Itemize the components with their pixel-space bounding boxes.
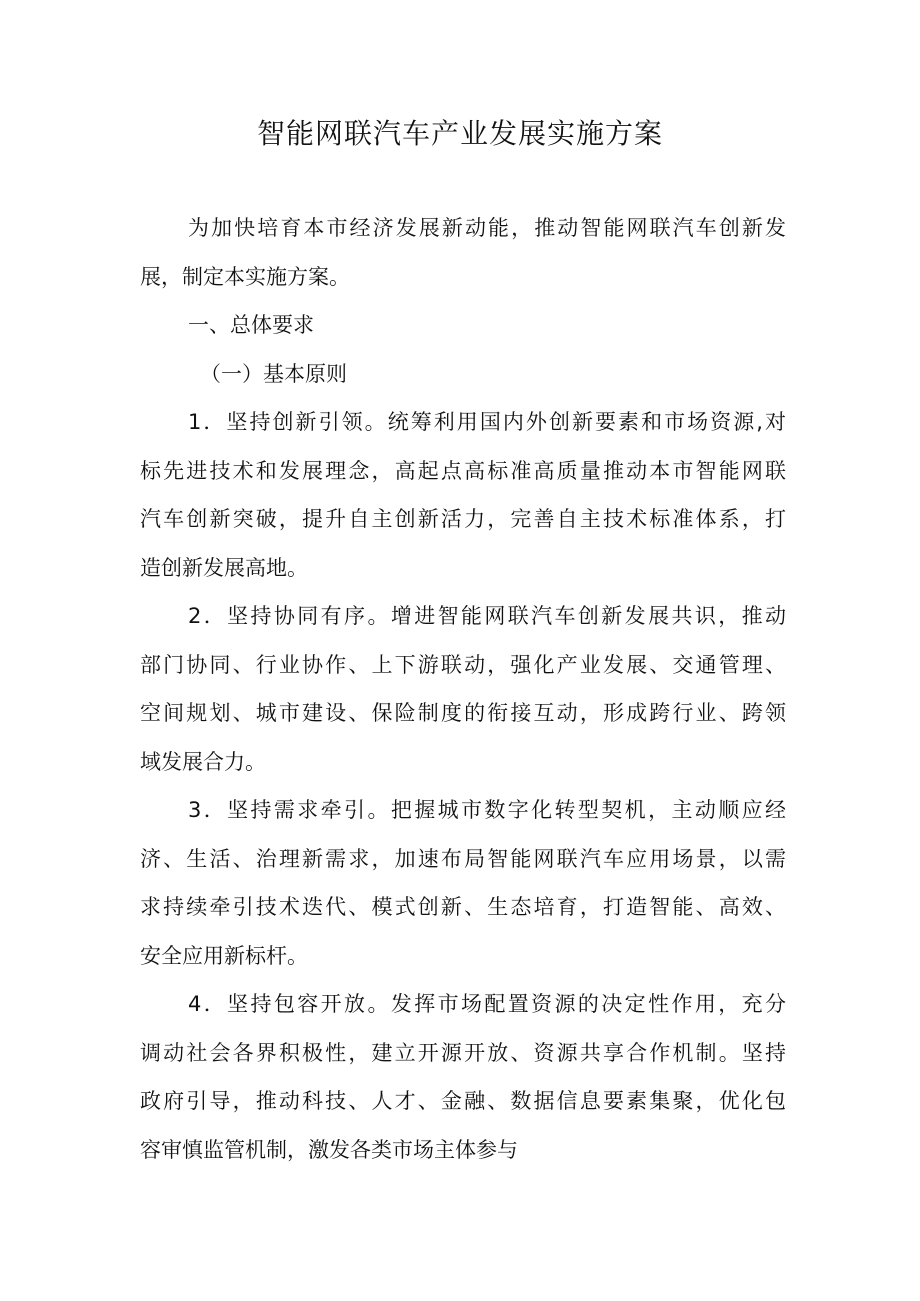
subsection-heading: （一）基本原则 — [200, 361, 347, 386]
text-line: 3．坚持需求牵引。把握城市数字化转型契机，主动顺应经 — [188, 798, 786, 822]
document-body — [140, 204, 786, 1174]
text-line: 政府引导，推动科技、人才、金融、数据信息要素集聚，优化包 — [140, 1089, 786, 1113]
text-line: 部门协同、行业协作、上下游联动，强化产业发展、交通管理、 — [140, 652, 786, 677]
text-line: 容审慎监管机制，激发各类市场主体参与 — [140, 1137, 518, 1162]
principle-paragraph-2 — [140, 592, 786, 786]
section-heading: 一、总体要求 — [188, 313, 314, 337]
text-line: 为加快培育本市经济发展新动能，推动智能网联汽车创新发 — [188, 216, 786, 240]
principle-paragraph-4 — [140, 980, 786, 1174]
text-line: 1．坚持创新引领。统筹利用国内外创新要素和市场资源,对 — [188, 410, 786, 434]
intro-paragraph — [140, 204, 786, 301]
text-line: 展，制定本实施方案。 — [140, 264, 350, 289]
text-line: 2．坚持协同有序。增进智能网联汽车创新发展共识，推动 — [188, 604, 786, 628]
text-line: 安全应用新标杆。 — [140, 943, 308, 968]
text-line: 4．坚持包容开放。发挥市场配置资源的决定性作用，充分 — [188, 992, 786, 1016]
principle-paragraph-1 — [140, 398, 786, 592]
text-line: 汽车创新突破，提升自主创新活力，完善自主技术标准体系，打 — [140, 507, 786, 531]
text-line: 域发展合力。 — [140, 749, 266, 774]
document-title: 智能网联汽车产业发展实施方案 — [256, 117, 663, 150]
text-line: 空间规划、城市建设、保险制度的衔接互动，形成跨行业、跨领 — [140, 701, 786, 725]
text-line: 造创新发展高地。 — [140, 555, 308, 580]
text-line: 调动社会各界积极性，建立开源开放、资源共享合作机制。坚持 — [140, 1040, 786, 1065]
principle-paragraph-3 — [140, 786, 786, 980]
text-line: 济、生活、治理新需求，加速布局智能网联汽车应用场景，以需 — [140, 846, 786, 871]
text-line: 求持续牵引技术迭代、模式创新、生态培育，打造智能、高效、 — [140, 895, 786, 919]
text-line: 标先进技术和发展理念，高起点高标准高质量推动本市智能网联 — [140, 458, 786, 483]
